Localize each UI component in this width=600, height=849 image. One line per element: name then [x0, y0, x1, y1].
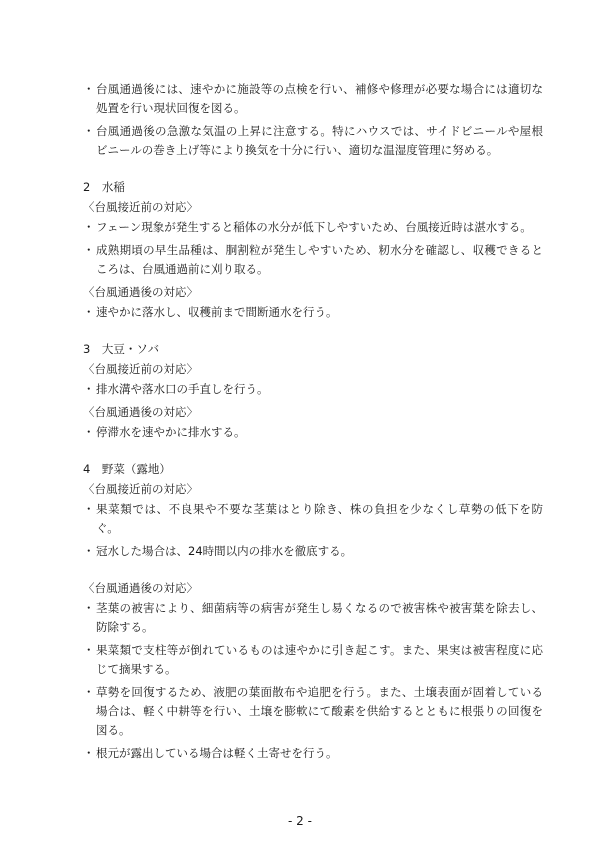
list-item-text: 排水溝や落水口の手直しを行う。 [96, 382, 269, 396]
subheading-before-typhoon: 〈台風接近前の対応〉 [83, 482, 198, 496]
bullet-mark: ・ [83, 220, 95, 234]
list-item [83, 241, 543, 279]
list-item-text: 速やかに落水し、収穫前まで間断通水を行う。 [96, 305, 338, 319]
list-item-text: 草勢を回復するため、液肥の葉面散布や追肥を行う。また、土壌表面が固着している場合は、軽く中耕等を行い、土壌を膨軟にて酸素を供給するとともに根張りの回復を図る。 [96, 685, 543, 737]
list-item [83, 80, 543, 118]
section-heading-soy-buckwheat: 3 大豆・ソバ [83, 342, 160, 356]
bullet-mark: ・ [83, 425, 95, 439]
list-item-text: 茎葉の被害により、細菌病等の病害が発生し易くなるので被害株や被害葉を除去し、防除する。 [96, 601, 543, 634]
list-item-text: 冠水した場合は、24時間以内の排水を徹底する。 [96, 544, 353, 558]
list-item-text: 果菜類で支柱等が倒れているものは速やかに引き起こす。また、果実は被害程度に応じて摘果する。 [96, 643, 543, 676]
list-item [83, 122, 543, 160]
page-content [83, 80, 543, 767]
bullet-mark: ・ [83, 544, 95, 558]
page-number: - 2 - [288, 814, 312, 828]
list-item [83, 641, 543, 679]
list-item [83, 599, 543, 637]
bullet-mark: ・ [83, 382, 95, 396]
list-item [83, 380, 543, 399]
bullet-mark: ・ [83, 82, 95, 96]
bullet-mark: ・ [83, 685, 95, 699]
list-item [83, 744, 543, 763]
list-item-text: 成熟期頃の早生品種は、胴割粒が発生しやすいため、籾水分を確認し、収穫できるところは、台風通過前に刈り取る。 [96, 243, 543, 276]
list-item [83, 423, 543, 442]
bullet-mark: ・ [83, 502, 95, 516]
list-item [83, 303, 543, 322]
list-item [83, 683, 543, 740]
list-item [83, 218, 543, 237]
list-item-text: 果菜類では、不良果や不要な茎葉はとり除き、株の負担を少なくし草勢の低下を防ぐ。 [96, 502, 543, 535]
list-item-text: フェーン現象が発生すると稲体の水分が低下しやすいため、台風接近時は湛水する。 [96, 220, 532, 234]
list-item [83, 500, 543, 538]
subheading-after-typhoon: 〈台風通過後の対応〉 [83, 581, 198, 595]
bullet-mark: ・ [83, 643, 95, 657]
list-item [83, 542, 543, 561]
bullet-mark: ・ [83, 124, 95, 138]
bullet-mark: ・ [83, 305, 95, 319]
bullet-mark: ・ [83, 601, 95, 615]
bullet-mark: ・ [83, 746, 95, 760]
bullet-mark: ・ [83, 243, 95, 257]
list-item-text: 台風通過後の急激な気温の上昇に注意する。特にハウスでは、サイドビニールや屋根ビニールの巻き上げ等により換気を十分に行い、適切な温湿度管理に努める。 [96, 124, 543, 157]
list-item-text: 停滞水を速やかに排水する。 [96, 425, 246, 439]
subheading-after-typhoon: 〈台風通過後の対応〉 [83, 405, 198, 419]
list-item-text: 台風通過後には、速やかに施設等の点検を行い、補修や修理が必要な場合には適切な処置を行い現状回復を図る。 [96, 82, 543, 115]
subheading-before-typhoon: 〈台風接近前の対応〉 [83, 362, 198, 376]
section-heading-rice: 2 水稲 [83, 180, 125, 194]
subheading-after-typhoon: 〈台風通過後の対応〉 [83, 285, 198, 299]
section-heading-vegetables: 4 野菜（露地） [83, 462, 171, 476]
list-item-text: 根元が露出している場合は軽く土寄せを行う。 [96, 746, 338, 760]
subheading-before-typhoon: 〈台風接近前の対応〉 [83, 200, 198, 214]
